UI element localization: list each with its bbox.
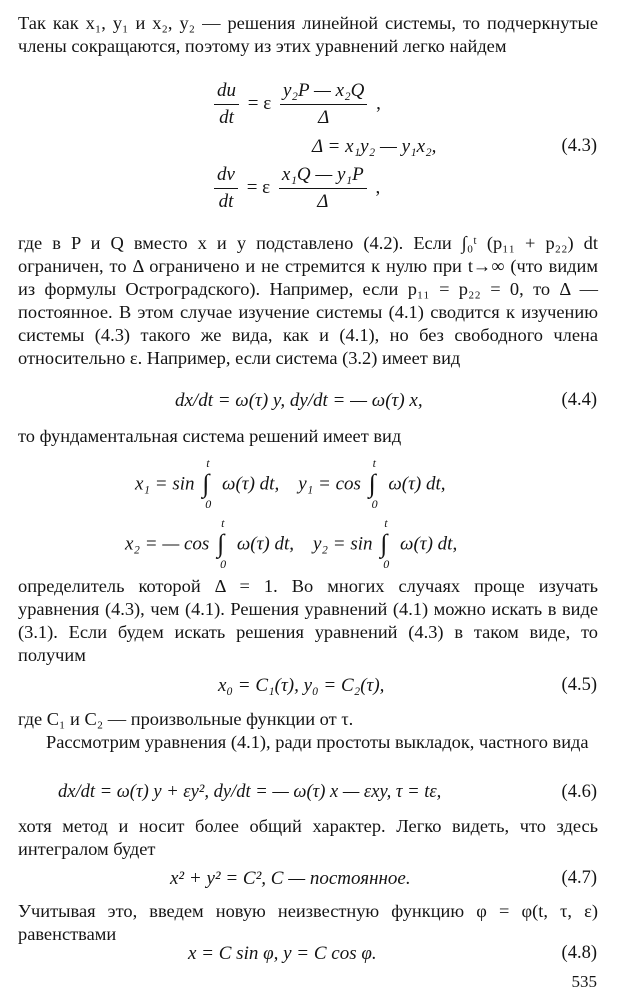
equation-number-4-3: (4.3) xyxy=(561,136,597,156)
fraction-denominator: dt xyxy=(218,191,234,212)
fraction-rhs xyxy=(280,80,367,129)
equation-x2-y2 xyxy=(125,516,458,571)
fraction-numerator: dv xyxy=(214,164,238,189)
x2-integrand: ω(τ) dt, xyxy=(236,533,294,555)
paragraph-new-function: Учитывая это, введем новую неизвестную функцию φ = φ(t, τ, ε) равенствами xyxy=(18,901,598,944)
equation-number-4-4: (4.4) xyxy=(561,390,597,410)
y1-lhs: y₁ = cos xyxy=(298,473,361,495)
equation-4-5: x₀ = C₁(τ), y₀ = C₂(τ), xyxy=(218,675,385,696)
integral-sign-icon: ∫ t 0 xyxy=(202,456,212,511)
fraction-numerator: du xyxy=(214,80,239,105)
integral-upper-limit: t xyxy=(384,516,388,530)
equation-tail: , xyxy=(375,176,381,198)
equation-dv-dt xyxy=(210,164,380,213)
fraction-denominator: dt xyxy=(219,107,234,128)
x1-lhs: x₁ = sin xyxy=(135,473,195,495)
integral-upper-limit: t xyxy=(221,516,225,530)
integral-sign-icon: ∫ t 0 xyxy=(380,516,390,571)
integral-lower-limit: 0 xyxy=(371,497,378,511)
integral-sign-icon: ∫ t 0 xyxy=(217,516,227,571)
equation-number-4-8: (4.8) xyxy=(561,943,597,963)
equation-delta: Δ = x₁y₂ — y₁x₂, xyxy=(312,136,437,157)
equals-epsilon: = ε xyxy=(247,92,272,114)
integral-lower-limit: 0 xyxy=(220,557,227,571)
fraction-numerator: x₁Q — y₁P xyxy=(279,164,367,189)
equation-du-dt xyxy=(210,80,381,129)
fraction-dv-dt xyxy=(214,164,238,213)
integral-upper-limit: t xyxy=(206,456,210,470)
equation-number-4-7: (4.7) xyxy=(561,868,597,888)
paragraph-integral: хотя метод и носит более общий характер. Легко видеть, что здесь интегралом будет xyxy=(18,816,598,859)
equation-number-4-5: (4.5) xyxy=(561,675,597,695)
paragraph-intro: Так как x₁, y₁ и x₂, y₂ — решения линейной системы, то подчеркнутые члены сокращаются, поэтому из этих уравнений легко найдем xyxy=(18,13,598,56)
paragraph-fundamental: то фундаментальная система решений имеет вид xyxy=(18,426,402,446)
x1-integrand: ω(τ) dt, xyxy=(222,473,280,495)
equation-number-4-6: (4.6) xyxy=(561,782,597,802)
fraction-denominator: Δ xyxy=(318,107,330,128)
integral-sign-icon: ∫ t 0 xyxy=(368,456,378,511)
equation-4-7: x² + y² = C², C — постоянное. xyxy=(170,868,411,889)
page-number: 535 xyxy=(571,972,597,991)
paragraph-c1-c2: где C₁ и C₂ — произвольные функции от τ. xyxy=(18,709,354,729)
integral-upper-limit: t xyxy=(372,456,376,470)
equals-epsilon: = ε xyxy=(246,176,271,198)
fraction-denominator: Δ xyxy=(317,191,329,212)
integral-lower-limit: 0 xyxy=(383,557,390,571)
integral-lower-limit: 0 xyxy=(205,497,212,511)
fraction-du-dt xyxy=(214,80,239,129)
y1-integrand: ω(τ) dt, xyxy=(388,473,446,495)
paragraph-determinant: определитель которой Δ = 1. Во многих случаях проще изучать уравнения (4.3), чем (4.1). Решения уравнений (4.1) можно искать в виде (3.1). Если будем искать решения уравнений (4.3) в таком виде, то получим xyxy=(18,576,598,665)
fraction-numerator: y₂P — x₂Q xyxy=(280,80,367,105)
equation-4-8: x = C sin φ, y = C cos φ. xyxy=(188,943,377,964)
y2-lhs: y₂ = sin xyxy=(313,533,373,555)
equation-tail: , xyxy=(376,92,381,114)
equation-x1-y1 xyxy=(135,456,446,511)
equation-4-4: dx/dt = ω(τ) y, dy/dt = — ω(τ) x, xyxy=(175,390,423,411)
paragraph-where-p-q: где в P и Q вместо x и y подставлено (4.2). Если ∫₀ᵗ (p₁₁ + p₂₂) dt ограничен, то Δ ограничено и не стремится к нулю при t→∞ (что видим из формулы Остроградского). Например, если p₁₁ = p₂₂ = 0, то Δ — постоянное. В этом случае изучение системы (4.1) сводится к изучению системы (4.3) такого же вида, как и (4.1), но без свободного члена относительно ε. Например, если система (3.2) имеет вид xyxy=(18,233,598,368)
equation-4-6: dx/dt = ω(τ) y + εy², dy/dt = — ω(τ) x — εxy, τ = tε, xyxy=(58,782,442,802)
y2-integrand: ω(τ) dt, xyxy=(400,533,458,555)
x2-lhs: x₂ = — cos xyxy=(125,533,210,555)
fraction-rhs xyxy=(279,164,367,213)
paragraph-consider: Рассмотрим уравнения (4.1), ради простоты выкладок, частного вида xyxy=(46,732,589,752)
